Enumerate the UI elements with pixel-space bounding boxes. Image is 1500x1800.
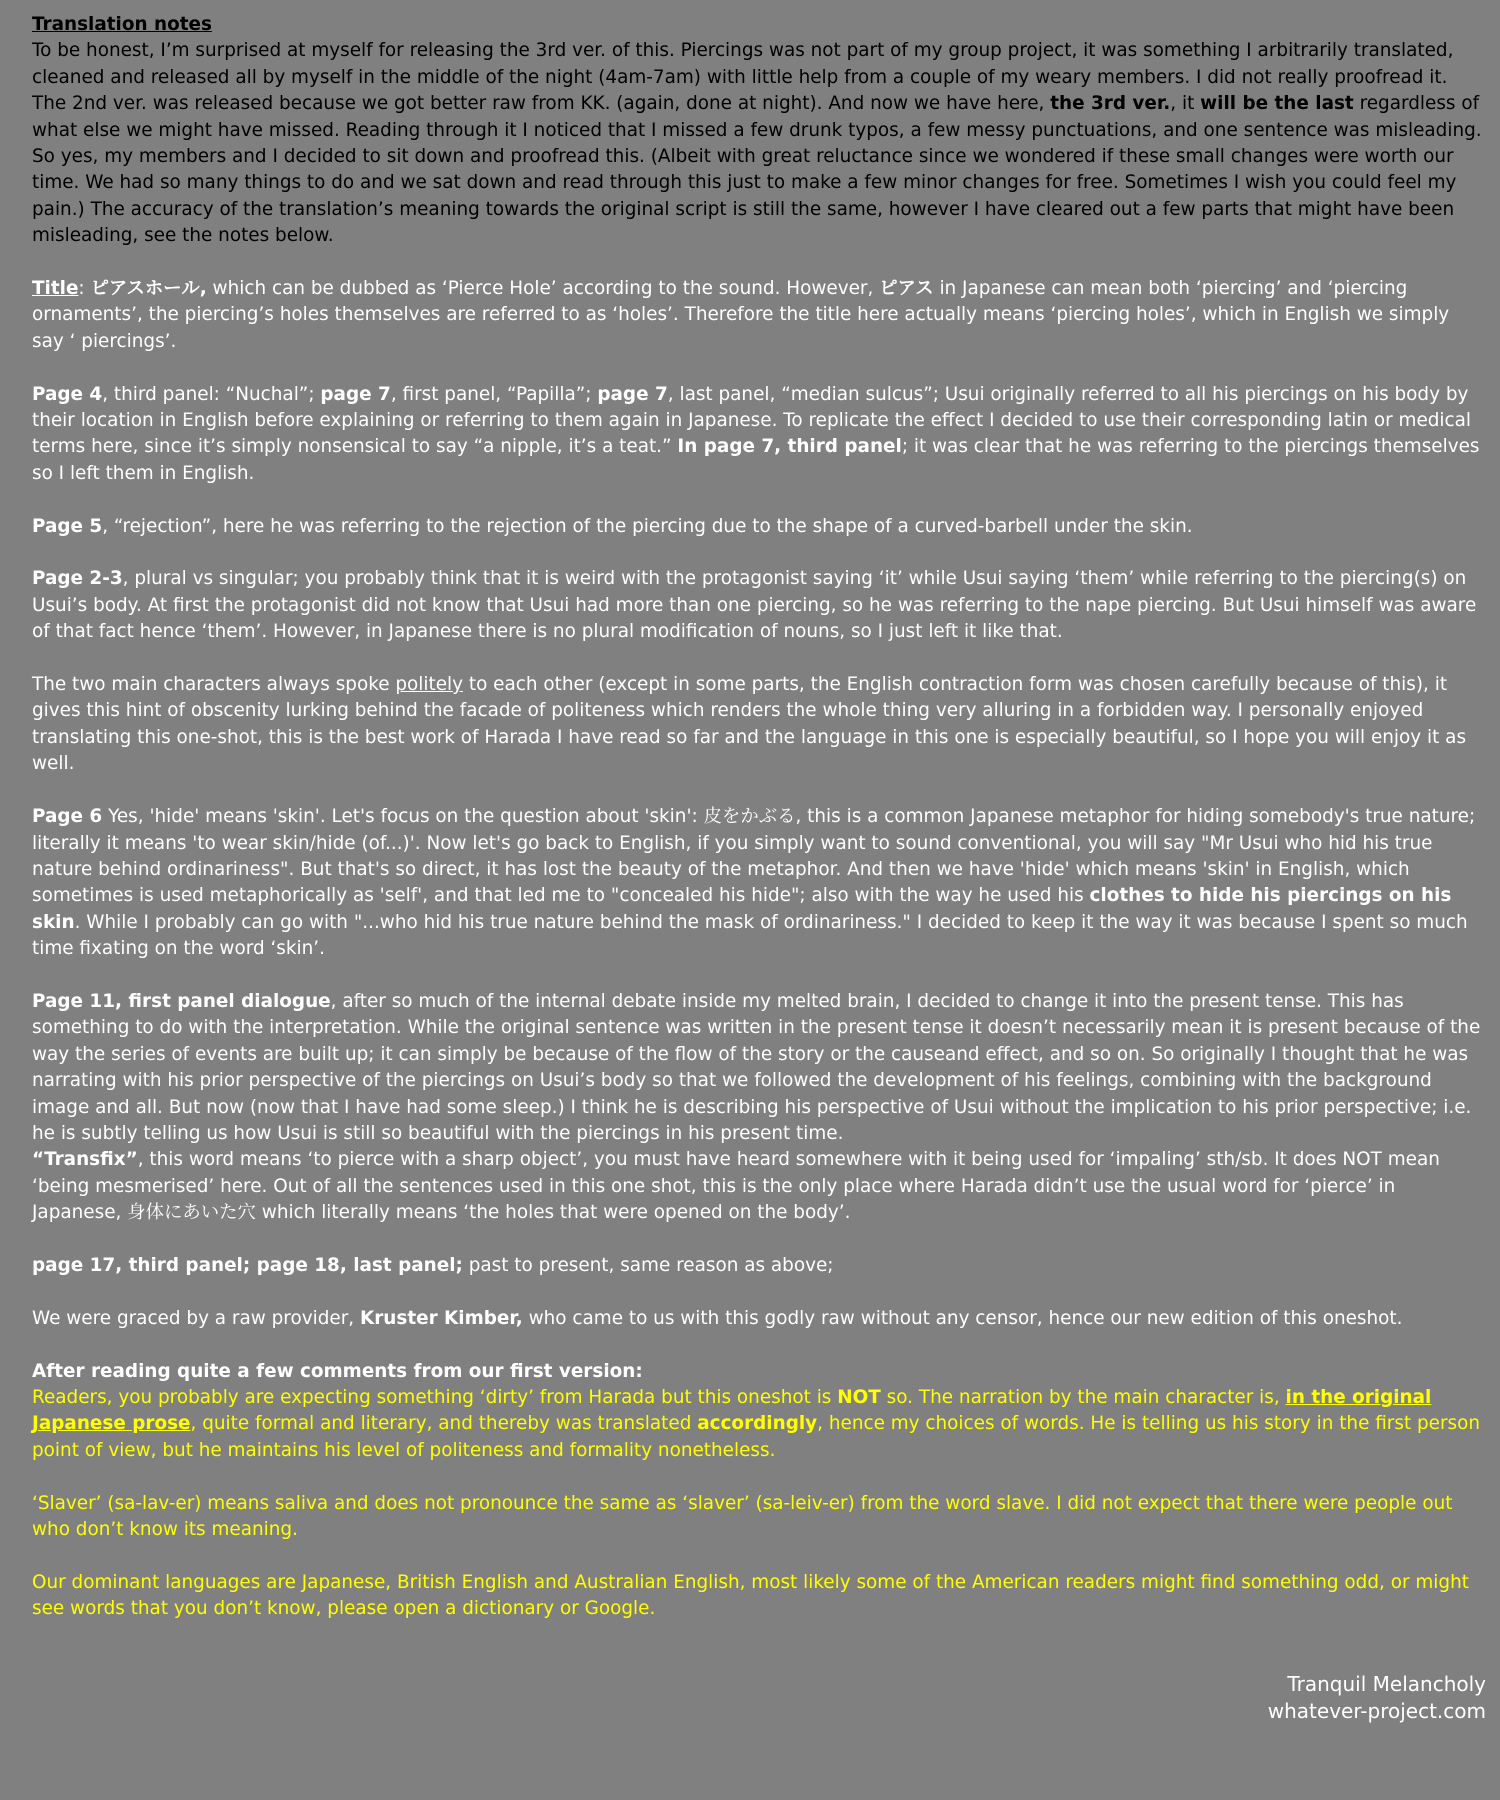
raw-text: We were graced by a raw provider, xyxy=(32,1307,360,1329)
page17-text: past to present, same reason as above; xyxy=(462,1254,834,1276)
page17-note xyxy=(32,1253,1484,1279)
title-colon: : xyxy=(78,278,91,300)
page6-note xyxy=(32,804,1484,962)
intro-text: To be honest, I’m surprised at myself for releasing the 3rd ver. of this. Piercings was not part of my group project, it was something I arbitrarily translated, cleaned and released all by myself in the middle of the night (4am-7am) with little help from a couple of my weary members. I did not really proofread it. The 2nd ver. was released because we got better raw from KK. (again, done at night). And now we have here, xyxy=(32,40,1454,115)
title-japanese-pierce: ピアス xyxy=(879,278,934,300)
politeness-note xyxy=(32,672,1484,778)
yellow-bold-not: NOT xyxy=(837,1386,881,1408)
raw-provider-name: Kruster Kimber, xyxy=(359,1307,523,1329)
yellow-text: , quite formal and literary, and thereby was translated xyxy=(190,1413,698,1435)
comments-heading: After reading quite a few comments from our first version: xyxy=(32,1360,643,1382)
title-text: in Japanese can mean both ‘piercing’ and ‘piercing ornaments’, the piercing’s holes themselves are referred to as ‘holes’. Therefore the title here actually means ‘piercing holes’, which in English we simply say ‘ piercings’. xyxy=(32,278,1450,352)
politeness-text: to each other (except in some parts, the English contraction form was chosen carefully because of this), it gives this hint of obscenity lurking behind the facade of politeness which renders the whole thing very alluring in a forbidden way. I personally enjoyed translating this one-shot, this is the best work of Harada I have read so far and the language in this one is especially beautiful, so I hope you will enjoy it as well. xyxy=(32,674,1467,775)
intro-text: regardless of what else we might have missed. Reading through it I noticed that I missed a few drunk typos, a few messy punctuations, and one sentence was misleading. So yes, my members and I decided to sit down and proofread this. (Albeit with great reluctance since we wondered if these small changes were worth our time. We had so many things to do and we sat down and read through this just to make a few minor changes for free. Sometimes I wish you could feel my pain.) The accuracy of the translation’s meaning towards the original script is still the same, however I have cleared out a few parts that might have been misleading, see the notes below. xyxy=(32,93,1482,247)
title-note xyxy=(32,276,1484,355)
comments-section xyxy=(32,1359,1484,1465)
intro-paragraph xyxy=(32,12,1484,250)
page11-text: , after so much of the internal debate inside my melted brain, I decided to change it into the present tense. This has something to do with the interpretation. While the original sentence was written in the present tense it doesn’t necessarily mean it is present because of the way the series of events are built up; it can simply be because of the flow of the story or the causeand effect, and so on. So originally I thought that he was narrating with his prior perspective of the piercings on Usui’s body so that we followed the development of his feelings, combining with the background image and all. But now (now that I have had some sleep.) I think he is describing his perspective of Usui without the implication to his prior perspective; i.e. he is subtly telling us how Usui is still so beautiful with the piercings in his present time. xyxy=(32,990,1481,1144)
yellow-text: Readers, you probably are expecting something ‘dirty’ from Harada but this oneshot is xyxy=(32,1386,838,1408)
page11-label: Page 11, first panel dialogue xyxy=(32,990,331,1012)
website: whatever-project.com xyxy=(1267,1699,1486,1723)
title-label: Title xyxy=(32,278,79,300)
raw-text: who came to us with this godly raw without any censor, hence our new edition of this oneshot. xyxy=(522,1307,1403,1329)
notes-title: Translation notes xyxy=(32,14,212,35)
title-japanese: ピアスホール, xyxy=(90,278,207,300)
page4-text: ; it was clear that he was referring to the piercings themselves so I left them in English. xyxy=(32,436,1480,484)
page17-label: page 17, third panel; page 18, last panel; xyxy=(32,1254,463,1276)
translation-notes xyxy=(32,12,1484,1623)
page7-third-panel-label: In page 7, third panel xyxy=(677,436,902,458)
page11-note xyxy=(32,989,1484,1227)
page5-text: , “rejection”, here he was referring to the rejection of the piercing due to the shape of a curved-barbell under the skin. xyxy=(102,515,1193,537)
page6-text: Yes, 'hide' means 'skin'. Let's focus on the question about 'skin': 皮をかぶる, this is a common Japanese metaphor for hiding somebody's true nature; literally it means 'to wear skin/hide (of...)'. Now let's go back to English, if you simply want to sound conventional, you will say "Mr Usui who hid his true nature behind ordinariness". But that's so direct, it has lost the beauty of the metaphor. And then we have 'hide' which means 'skin' in English, which sometimes is used metaphorically as 'self', and that led me to "concealed his hide"; also with the way he used his xyxy=(32,806,1476,907)
page4-text: , third panel: “Nuchal”; xyxy=(102,383,321,405)
page6-bold-phrase: clothes to hide his piercings on his skin xyxy=(32,885,1452,933)
page4-text: , last panel, “median sulcus”; Usui originally referred to all his piercings on his body by their location in English before explaining or referring to them again in Japanese. To replicate the effect I decided to use their corresponding latin or medical terms here, since it’s simply nonsensical to say “a nipple, it’s a teat.” xyxy=(32,383,1472,458)
page4-note xyxy=(32,382,1484,488)
intro-text: , it xyxy=(1170,93,1201,115)
page7-label: page 7 xyxy=(597,383,668,405)
languages-note: Our dominant languages are Japanese, British English and Australian English, most likely some of the American readers might find something odd, or might see words that you don’t know, please open a dictionary or Google. xyxy=(32,1571,1469,1620)
yellow-text: , hence my choices of words. He is telling us his story in the first person point of view, but he maintains his level of politeness and formality nonetheless. xyxy=(32,1413,1481,1461)
page2-3-text: , plural vs singular; you probably think that it is weird with the protagonist saying ‘it’ while Usui saying ‘them’ while referring to the piercing(s) on Usui’s body. At first the protagonist did not know that Usui had more than one piercing, so he was referring to the nape piercing. But Usui himself was aware of that fact hence ‘them’. However, in Japanese there is no plural modification of nouns, so I just left it like that. xyxy=(32,568,1477,643)
yellow-text: so. The narration by the main character is, xyxy=(880,1386,1286,1408)
group-name: Tranquil Melancholy xyxy=(1287,1672,1486,1696)
page5-label: Page 5 xyxy=(32,515,103,537)
title-text: which can be dubbed as ‘Pierce Hole’ according to the sound. However, xyxy=(206,278,880,300)
intro-bold-ver: the 3rd ver. xyxy=(1050,93,1171,115)
transfix-label: “Transfix” xyxy=(32,1149,138,1171)
raw-provider-note xyxy=(32,1306,1484,1332)
page6-label: Page 6 xyxy=(32,806,103,828)
yellow-bold-accordingly: accordingly xyxy=(697,1413,818,1435)
page4-label: Page 4 xyxy=(32,383,103,405)
page4-text: , first panel, “Papilla”; xyxy=(390,383,598,405)
page6-text: . While I probably can go with "...who hid his true nature behind the mask of ordinariness." I decided to keep it the way it was because I spent so much time fixating on the word ‘skin’. xyxy=(32,911,1468,960)
page2-3-note xyxy=(32,566,1484,645)
slaver-note: ‘Slaver’ (sa-lav-er) means saliva and does not pronounce the same as ‘slaver’ (sa-leiv-er) from the word slave. I did not expect that there were people out who don’t know its meaning. xyxy=(32,1492,1453,1540)
credits-footer xyxy=(1268,1671,1486,1725)
transfix-text: , this word means ‘to pierce with a sharp object’, you must have heard somewhere with it being used for ‘impaling’ sth/sb. It does NOT mean ‘being mesmerised’ here. Out of all the sentences used in this one shot, this is the only place where Harada didn’t use the usual word for ‘pierce’ in Japanese, 身体にあいた穴 which literally means ‘the holes that were opened on the body’. xyxy=(32,1149,1440,1224)
yellow-underlined-phrase: in the original Japanese prose xyxy=(32,1386,1432,1435)
page7-label: page 7 xyxy=(320,383,391,405)
intro-bold-last: will be the last xyxy=(1200,93,1354,115)
page5-note xyxy=(32,514,1484,540)
page2-3-label: Page 2-3 xyxy=(32,568,123,590)
politely-underlined: politely xyxy=(395,674,464,696)
comments-yellow-paragraph xyxy=(32,1387,1480,1461)
politeness-text: The two main characters always spoke xyxy=(32,674,396,696)
